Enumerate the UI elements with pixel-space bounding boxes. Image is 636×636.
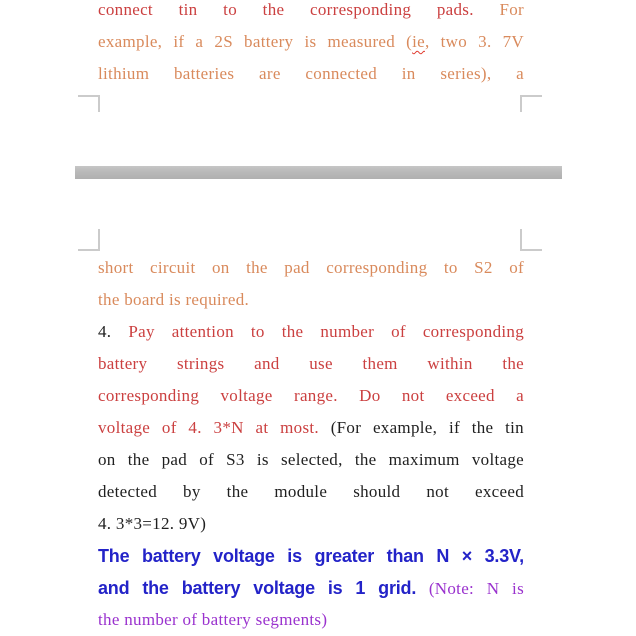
page1-text-fragment (98, 0, 524, 90)
text-line (98, 476, 524, 508)
sentence-red: battery strings and use them within the (98, 354, 524, 373)
sentence-orange: , two 3. 7V (425, 32, 525, 51)
note-purple: (Note: N is (428, 579, 524, 598)
text-boundary-mark-page2-top-left (78, 229, 100, 251)
text-line (98, 348, 524, 380)
sentence-red: corresponding voltage range. Do not exceed a (98, 386, 524, 405)
text-line (98, 316, 524, 348)
text-line (98, 412, 524, 444)
text-line (98, 572, 524, 604)
sentence-black: (For example, if the tin (330, 418, 524, 437)
highlight-sentence-blue-bold: and the battery voltage is 1 grid. (98, 578, 417, 598)
text-line (98, 0, 524, 26)
highlight-sentence-blue-bold: The battery voltage is greater than N × 3.3V, (98, 546, 524, 566)
spellcheck-flagged-word: ie (412, 32, 425, 51)
text-boundary-mark-page1-bottom-right (520, 95, 542, 112)
sentence-start-orange: For (499, 0, 524, 19)
text-line (98, 380, 524, 412)
text-line (98, 58, 524, 90)
text-line (98, 444, 524, 476)
sentence-red: Pay attention to the number of corresponding (128, 322, 524, 341)
text-line (98, 252, 524, 284)
note-purple: the number of battery segments) (98, 610, 328, 629)
sentence-orange: short circuit on the pad corresponding to S2 of (98, 258, 524, 277)
sentence-black: detected by the module should not exceed (98, 482, 524, 501)
text-line (98, 284, 524, 316)
sentence-red: voltage of 4. 3*N at most. (98, 418, 319, 437)
sentence-black: on the pad of S3 is selected, the maximum voltage (98, 450, 524, 469)
text-line (98, 540, 524, 572)
sentence-orange: lithium batteries are connected in series), a (98, 64, 524, 83)
text-boundary-mark-page2-top-right (520, 229, 542, 251)
sentence-end-red: connect tin to the corresponding pads. (98, 0, 474, 19)
sentence-orange: example, if a 2S battery is measured ( (98, 32, 413, 51)
text-line (98, 508, 524, 540)
page2-text-fragment (98, 252, 524, 636)
list-item-number: 4. (98, 322, 112, 341)
sentence-black: 4. 3*3=12. 9V) (98, 514, 207, 533)
text-line (98, 26, 524, 58)
page-break-separator[interactable] (75, 166, 562, 179)
sentence-orange: the board is required. (98, 290, 250, 309)
text-line (98, 604, 524, 636)
text-boundary-mark-page1-bottom-left (78, 95, 100, 112)
